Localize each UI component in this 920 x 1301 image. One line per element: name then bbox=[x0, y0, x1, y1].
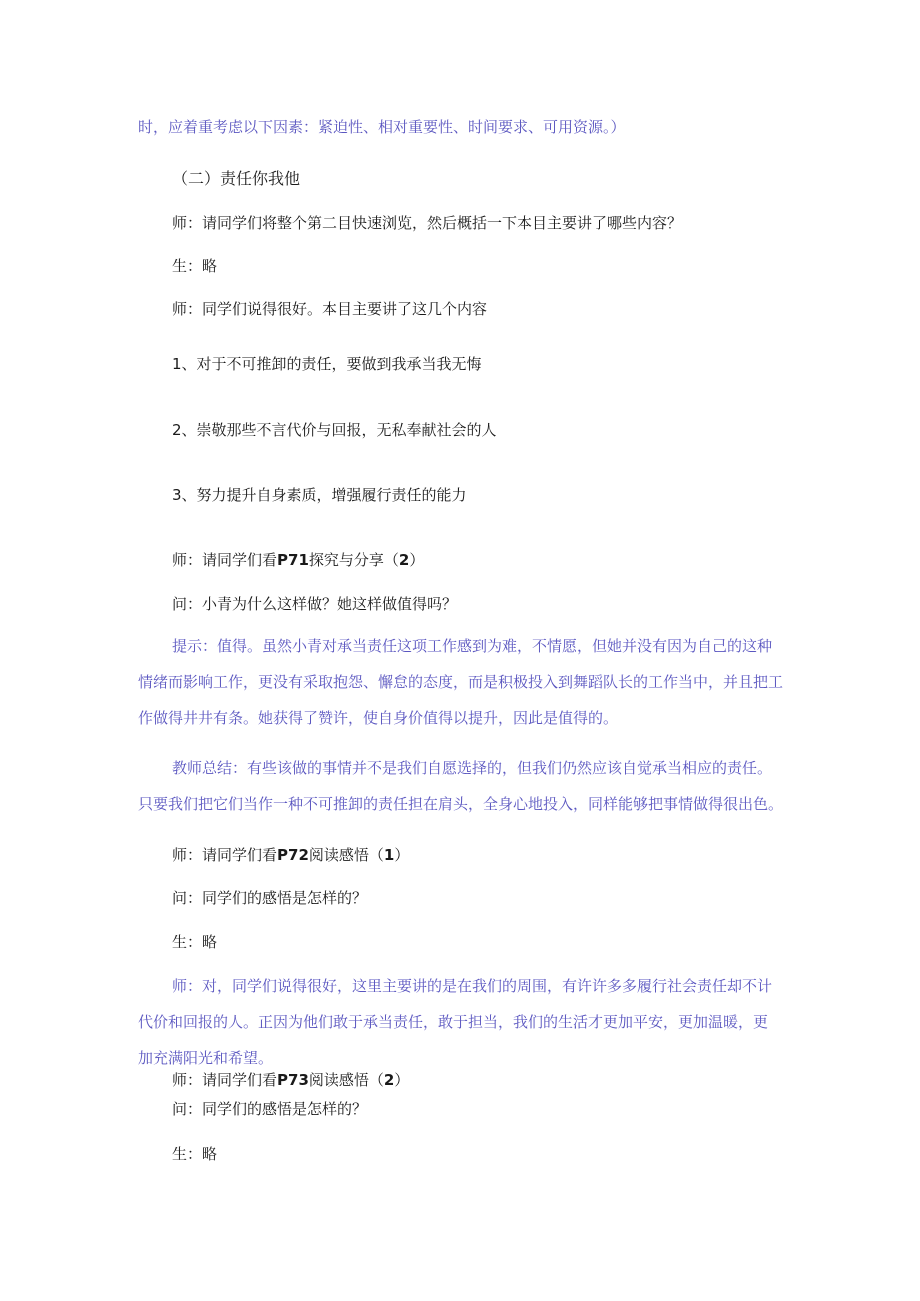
activity-number: 2 bbox=[383, 1071, 395, 1089]
student-answer: 生：略 bbox=[172, 257, 218, 275]
point-item: 3、努力提升自身素质，增强履行责任的能力 bbox=[172, 486, 467, 504]
activity-title: 探究与分享（ bbox=[308, 551, 399, 569]
instruction-prefix: 师：请同学们看 bbox=[172, 551, 278, 569]
close-paren: ） bbox=[394, 846, 410, 864]
reply-line: 师：对，同学们说得很好，这里主要讲的是在我们的周围，有许许多多履行社会责任却不计 bbox=[172, 977, 773, 995]
reply-line: 代价和回报的人。正因为他们敢于承当责任，敢于担当，我们的生活才更加平安，更加温暖，更 bbox=[138, 1013, 769, 1031]
summary-line: 只要我们把它们当作一种不可推卸的责任担在肩头，全身心地投入，同样能够把事情做得很出色。 bbox=[138, 795, 784, 813]
p71-question: 问：小青为什么这样做？她这样做值得吗？ bbox=[172, 595, 458, 613]
instruction-prefix: 师：请同学们看 bbox=[172, 1071, 278, 1089]
summary-line: 教师总结：有些该做的事情并不是我们自愿选择的，但我们仍然应该自觉承当相应的责任。 bbox=[172, 759, 773, 777]
section-heading: （二）责任你我他 bbox=[172, 169, 301, 188]
activity-number: 2 bbox=[398, 551, 410, 569]
hint-line: 作做得井井有条。她获得了赞许，使自身价值得以提升，因此是值得的。 bbox=[138, 709, 619, 727]
teacher-question: 师：请同学们将整个第二目快速浏览，然后概括一下本目主要讲了哪些内容？ bbox=[172, 214, 683, 232]
reply-line: 加充满阳光和希望。 bbox=[138, 1049, 274, 1067]
p72-question: 问：同学们的感悟是怎样的？ bbox=[172, 889, 368, 907]
p73-instruction bbox=[172, 1070, 409, 1090]
page-ref: P72 bbox=[277, 846, 309, 864]
p71-instruction bbox=[172, 550, 424, 570]
p73-question: 问：同学们的感悟是怎样的？ bbox=[172, 1100, 368, 1118]
p72-teacher-reply bbox=[138, 968, 790, 1076]
page-ref: P71 bbox=[277, 551, 309, 569]
teacher-summary bbox=[138, 750, 790, 822]
activity-title: 阅读感悟（ bbox=[308, 846, 384, 864]
activity-number: 1 bbox=[383, 846, 395, 864]
intro-tail-text: 时，应着重考虑以下因素：紧迫性、相对重要性、时间要求、可用资源。） bbox=[138, 118, 626, 136]
teacher-answer: 师：同学们说得很好。本目主要讲了这几个内容 bbox=[172, 300, 488, 318]
activity-title: 阅读感悟（ bbox=[308, 1071, 384, 1089]
hint-line: 提示：值得。虽然小青对承当责任这项工作感到为难，不情愿，但她并没有因为自己的这种 bbox=[172, 637, 773, 655]
p73-student: 生：略 bbox=[172, 1145, 218, 1163]
page-ref: P73 bbox=[277, 1071, 309, 1089]
point-item: 2、崇敬那些不言代价与回报，无私奉献社会的人 bbox=[172, 421, 497, 439]
instruction-prefix: 师：请同学们看 bbox=[172, 846, 278, 864]
close-paren: ） bbox=[394, 1071, 410, 1089]
p72-student: 生：略 bbox=[172, 933, 218, 951]
hint-line: 情绪而影响工作，更没有采取抱怨、懈怠的态度，而是积极投入到舞蹈队长的工作当中，并且把工 bbox=[138, 673, 784, 691]
close-paren: ） bbox=[409, 551, 425, 569]
p71-hint bbox=[138, 628, 790, 736]
p72-instruction bbox=[172, 845, 409, 865]
point-item: 1、对于不可推卸的责任，要做到我承当我无悔 bbox=[172, 355, 482, 373]
